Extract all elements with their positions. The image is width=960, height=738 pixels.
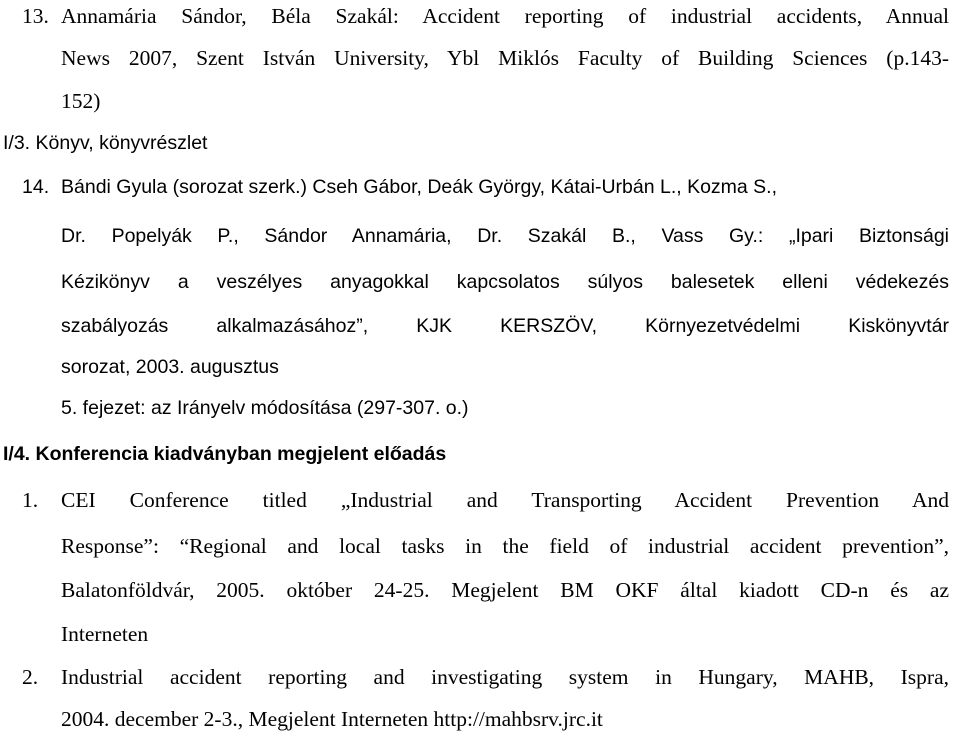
item-text-line: 2004. december 2-3., Megjelent Interneten http://mahbsrv.jrc.it: [61, 707, 603, 731]
item-text-line: Industrial accident reporting and investigating system in Hungary, MAHB, Ispra,: [61, 665, 949, 689]
item-text-line: 5. fejezet: az Irányelv módosítása (297-307. o.): [61, 397, 469, 419]
item-text-line: Bándi Gyula (sorozat szerk.) Cseh Gábor, Deák György, Kátai-Urbán L., Kozma S.,: [61, 176, 778, 198]
item-text-line: szabályozás alkalmazásához”, KJK KERSZÖV, Környezetvédelmi Kiskönyvtár: [61, 315, 949, 337]
item-text-line: sorozat, 2003. augusztus: [61, 356, 279, 378]
item-number: 2.: [22, 665, 39, 689]
item-text-line: Annamária Sándor, Béla Szakál: Accident reporting of industrial accidents, Annual: [61, 4, 949, 28]
item-text-line: Balatonföldvár, 2005. október 24-25. Megjelent BM OKF által kiadott CD-n és az: [61, 578, 949, 602]
item-number: 13.: [22, 4, 49, 28]
item-number: 1.: [22, 488, 39, 512]
item-text-line: 152): [61, 89, 101, 113]
item-text-line: CEI Conference titled „Industrial and Transporting Accident Prevention And: [61, 488, 949, 512]
item-text-line: Interneten: [61, 622, 149, 646]
item-text-line: Dr. Popelyák P., Sándor Annamária, Dr. Szakál B., Vass Gy.: „Ipari Biztonsági: [61, 225, 949, 247]
item-number: 14.: [22, 176, 50, 198]
item-text-line: Kézikönyv a veszélyes anyagokkal kapcsolatos súlyos balesetek elleni védekezés: [61, 271, 949, 293]
section-heading-i4: I/4. Konferencia kiadványban megjelent előadás: [3, 443, 447, 465]
item-text-line: Response”: “Regional and local tasks in the field of industrial accident prevention”,: [61, 534, 949, 558]
item-text-line: News 2007, Szent István University, Ybl Miklós Faculty of Building Sciences (p.143-: [61, 46, 949, 70]
section-heading-i3: I/3. Könyv, könyvrészlet: [3, 132, 208, 154]
